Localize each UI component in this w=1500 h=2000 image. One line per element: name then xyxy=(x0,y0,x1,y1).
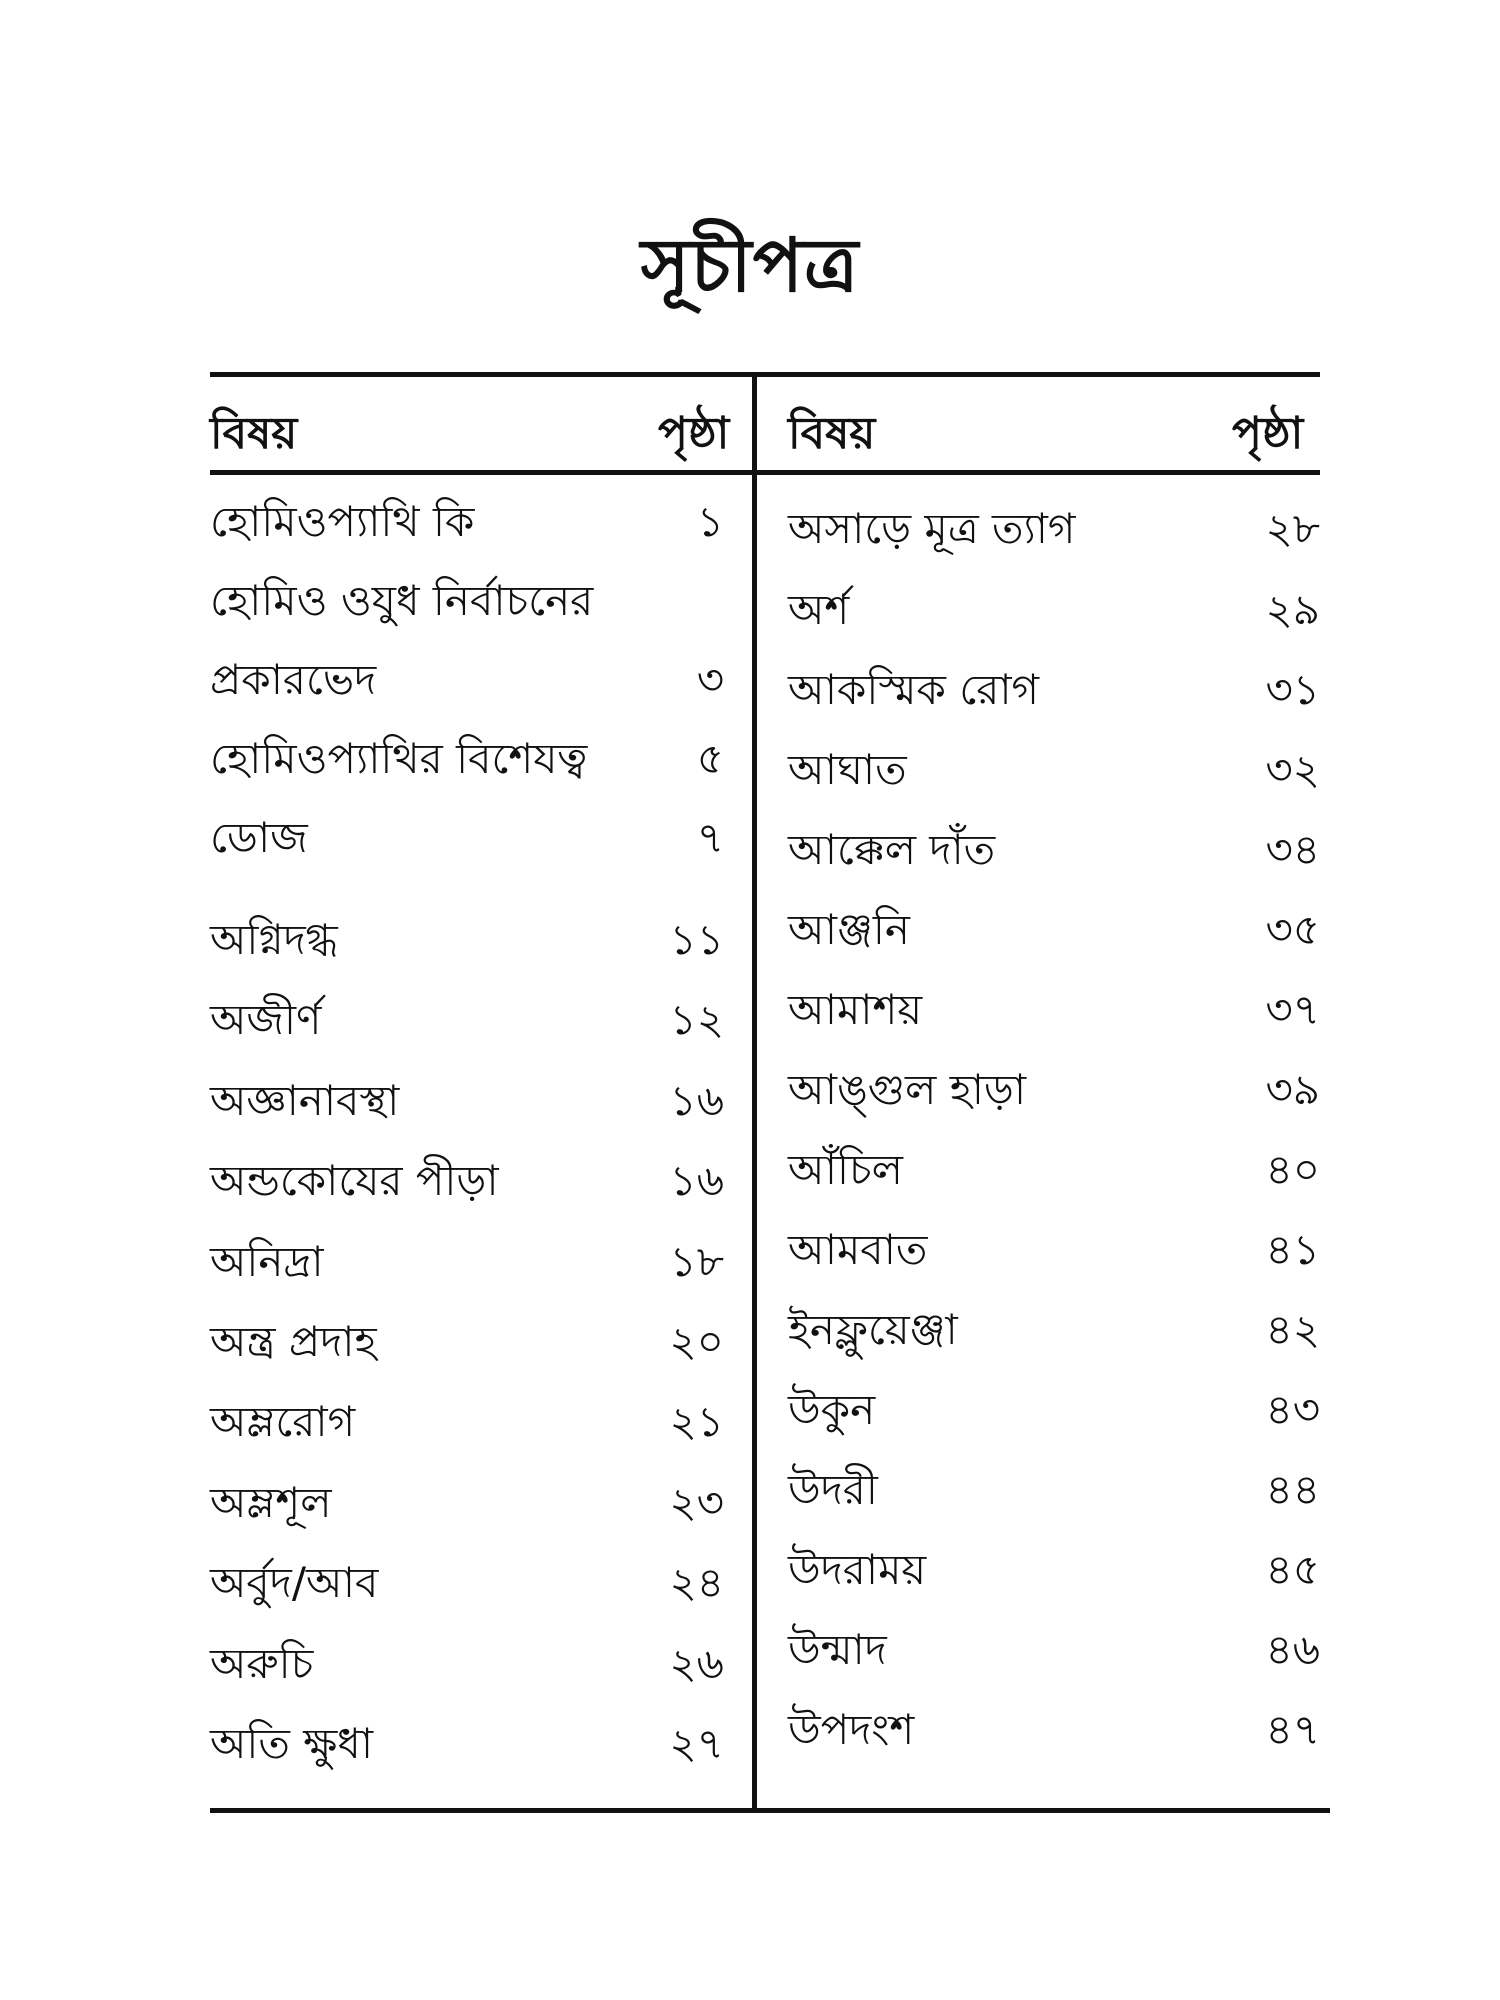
toc-entry xyxy=(210,1712,730,1776)
toc-entry xyxy=(210,1069,730,1133)
entry-page-number: ১৬ xyxy=(669,1076,724,1125)
header-rule xyxy=(210,470,1320,475)
entry-subject: উকুন xyxy=(788,1385,876,1434)
entry-page-number: ১৬ xyxy=(669,1156,724,1205)
left-subject-header: বিষয় xyxy=(210,408,298,459)
column-divider xyxy=(752,372,757,1813)
entry-subject: অজীর্ণ xyxy=(210,995,322,1044)
entry-subject: অন্ত্র প্রদাহ xyxy=(210,1317,377,1366)
entry-subject: অগ্নিদগ্ধ xyxy=(210,915,338,964)
entry-page-number: ৪৫ xyxy=(1265,1545,1320,1594)
entry-subject: আঞ্জনি xyxy=(788,905,910,954)
entry-page-number: ৩৭ xyxy=(1265,985,1320,1034)
entry-page-number: ৪৭ xyxy=(1265,1705,1320,1754)
right-page-header: পৃষ্ঠা xyxy=(1232,408,1304,459)
toc-entry xyxy=(210,988,730,1052)
entry-page-number: ২৭ xyxy=(669,1719,724,1768)
entry-subject: অরুচি xyxy=(210,1639,314,1688)
entry-subject: অর্শ xyxy=(788,585,850,634)
entry-page-number: ১২ xyxy=(669,995,724,1044)
entry-subject: আমবাত xyxy=(788,1225,928,1274)
entry-subject: অম্লশূল xyxy=(210,1478,332,1527)
entry-subject: হোমিওপ্যাথির বিশেযত্ব xyxy=(210,734,588,783)
entry-page-number: ১১ xyxy=(669,915,724,964)
toc-entry xyxy=(788,578,1320,642)
entry-subject: আঘাত xyxy=(788,745,907,794)
entry-subject: ইনফ্লুয়েঞ্জা xyxy=(788,1305,958,1354)
toc-entry xyxy=(788,1618,1320,1682)
toc-entry xyxy=(788,497,1320,561)
entry-page-number: ৩৪ xyxy=(1265,825,1320,874)
entry-subject: অসাড়ে মূত্র ত্যাগ xyxy=(788,504,1076,553)
entry-page-number: ৪২ xyxy=(1265,1305,1320,1354)
entry-subject: অজ্ঞানাবস্থা xyxy=(210,1076,400,1125)
toc-entry xyxy=(788,738,1320,802)
toc-entry xyxy=(788,1538,1320,1602)
toc-entry xyxy=(788,898,1320,962)
entry-page-number: ৪৪ xyxy=(1265,1465,1320,1514)
entry-page-number: ২৯ xyxy=(1265,585,1320,634)
toc-entry xyxy=(210,908,730,972)
toc-entry xyxy=(210,1230,730,1294)
entry-subject: হোমিওপ্যাথি কি xyxy=(210,497,475,546)
entry-page-number: ২৮ xyxy=(1265,504,1320,553)
entry-subject: আঁচিল xyxy=(788,1145,903,1194)
contents-table xyxy=(210,372,1320,1814)
toc-entry xyxy=(788,1458,1320,1522)
entry-page-number: ৭ xyxy=(696,813,724,862)
left-page-header: পৃষ্ঠা xyxy=(658,408,730,459)
toc-entry xyxy=(788,1218,1320,1282)
entry-subject: আক্কেল দাঁত xyxy=(788,825,996,874)
entry-subject: অতি ক্ষুধা xyxy=(210,1719,373,1768)
table-bottom-rule xyxy=(210,1808,1330,1813)
toc-entry xyxy=(788,1138,1320,1202)
entry-page-number: ৩৯ xyxy=(1265,1065,1320,1114)
entry-page-number: ৪৩ xyxy=(1265,1385,1320,1434)
entry-subject: উন্মাদ xyxy=(788,1625,887,1674)
entry-subject: আঙ্গুল হাড়া xyxy=(788,1065,1027,1114)
entry-page-number: ৩৫ xyxy=(1265,905,1320,954)
entry-subject: হোমিও ওযুধ নির্বাচনের xyxy=(210,576,594,625)
entry-page-number: ২০ xyxy=(669,1317,724,1366)
entry-subject: ডোজ xyxy=(210,813,308,862)
toc-entry xyxy=(210,1551,730,1615)
entry-subject: অনিদ্রা xyxy=(210,1237,324,1286)
toc-entry xyxy=(210,490,730,554)
toc-entry xyxy=(210,1471,730,1535)
toc-entry xyxy=(210,806,730,870)
entry-subject: উদরী xyxy=(788,1465,878,1514)
entry-subject: আকস্মিক রোগ xyxy=(788,665,1040,714)
entry-page-number: ২৬ xyxy=(669,1639,724,1688)
entry-page-number: ২৪ xyxy=(669,1558,724,1607)
entry-subject: অন্ডকোযের পীড়া xyxy=(210,1156,499,1205)
entry-page-number: ৩১ xyxy=(1265,665,1320,714)
page-title: সূচীপত্র xyxy=(640,223,860,309)
entry-page-number: ৪০ xyxy=(1265,1145,1320,1194)
entry-subject: আমাশয় xyxy=(788,985,923,1034)
entry-page-number: ৪৬ xyxy=(1265,1625,1320,1674)
toc-entry xyxy=(788,978,1320,1042)
toc-entry xyxy=(210,1390,730,1454)
entry-page-number: ১৮ xyxy=(669,1237,724,1286)
toc-entry xyxy=(788,1058,1320,1122)
entry-subject: উপদংশ xyxy=(788,1705,915,1754)
toc-entry xyxy=(210,727,730,791)
toc-entry xyxy=(210,569,730,633)
toc-entry xyxy=(210,1149,730,1213)
entry-page-number: ২৩ xyxy=(669,1478,724,1527)
entry-page-number: ১ xyxy=(696,497,724,546)
toc-entry xyxy=(788,1378,1320,1442)
entry-page-number: ২১ xyxy=(669,1397,724,1446)
right-subject-header: বিষয় xyxy=(788,408,876,459)
toc-entry xyxy=(210,1632,730,1696)
toc-entry xyxy=(788,1298,1320,1362)
entry-subject: উদরাময় xyxy=(788,1545,927,1594)
entry-page-number: ৫ xyxy=(696,734,724,783)
entry-subject: অম্লরোগ xyxy=(210,1397,356,1446)
toc-entry xyxy=(788,818,1320,882)
entry-subject: প্রকারভেদ xyxy=(210,655,377,704)
entry-page-number: ৪১ xyxy=(1265,1225,1320,1274)
entry-subject: অর্বুদ/আব xyxy=(210,1558,379,1607)
toc-entry xyxy=(210,1310,730,1374)
toc-entry xyxy=(210,648,730,712)
entry-page-number: ৩২ xyxy=(1265,745,1320,794)
toc-entry xyxy=(788,658,1320,722)
toc-entry xyxy=(788,1698,1320,1762)
table-top-rule xyxy=(210,372,1320,377)
entry-page-number: ৩ xyxy=(696,655,724,704)
